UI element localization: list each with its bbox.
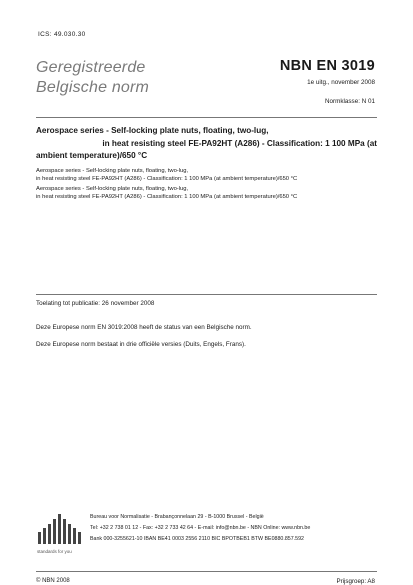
- registered-standard-line1: Geregistreerde: [36, 59, 146, 76]
- registered-standard-line2: Belgische norm: [36, 79, 150, 96]
- title-main-line-1: Aerospace series - Self-locking plate nuts, floating, two-lug,: [36, 126, 269, 135]
- nbn-logo-icon: [36, 510, 84, 546]
- title-alt-2: [36, 185, 381, 202]
- versions-statement: Deze Europese norm bestaat in drie officiële versies (Duits, Engels, Frans).: [36, 341, 246, 348]
- logo-tagline: standards for you: [37, 549, 72, 554]
- title-alt-1: [36, 167, 381, 184]
- org-bank: Bank 000-3255621-10 IBAN BE41 0003 2556 2110 BIC BPOTBEB1 BTW BE0880.857.592: [90, 536, 304, 542]
- title-alt-2-line-2: in heat resisting steel FE-PA92HT (A286) - Classification: 1 100 MPa (at ambient temperature)/650 °C: [36, 194, 298, 201]
- org-address: Bureau voor Normalisatie - Brabançonnelaan 29 - B-1000 Brussel - België: [90, 514, 264, 520]
- publication-date: Toelating tot publicatie: 26 november 2008: [36, 300, 155, 307]
- title-main-line-2: in heat resisting steel FE-PA92HT (A286) - Classification: 1 100 MPa (at: [102, 138, 377, 148]
- price-group: Prijsgroep: A8: [336, 578, 375, 585]
- publication-divider: [36, 294, 377, 295]
- org-contact: Tel: +32 2 738 01 12 - Fax: +32 2 733 42 64 - E-mail: info@nbn.be - NBN Online: www.nbn.be: [90, 525, 311, 531]
- ics-code: ICS: 49.030.30: [38, 31, 86, 38]
- edition-date: 1e uitg., november 2008: [307, 79, 375, 86]
- copyright: © NBN 2008: [36, 578, 70, 584]
- title-alt-2-line-1: Aerospace series - Self-locking plate nuts, floating, two-lug,: [36, 186, 189, 192]
- title-alt-1-line-2: in heat resisting steel FE-PA92HT (A286) - Classification: 1 100 MPa (at ambient temperature)/650 °C: [36, 176, 298, 183]
- classification: Normklasse: N 01: [324, 98, 375, 105]
- header-divider: [36, 117, 377, 118]
- title-main: [36, 125, 381, 163]
- title-alt-1-line-1: Aerospace series - Self-locking plate nuts, floating, two-lug,: [36, 168, 189, 174]
- standard-code: NBN EN 3019: [279, 58, 375, 74]
- status-statement: Deze Europese norm EN 3019:2008 heeft de status van een Belgische norm.: [36, 324, 252, 331]
- footer-divider: [36, 571, 377, 572]
- title-main-line-3: ambient temperature)/650 °C: [36, 151, 148, 160]
